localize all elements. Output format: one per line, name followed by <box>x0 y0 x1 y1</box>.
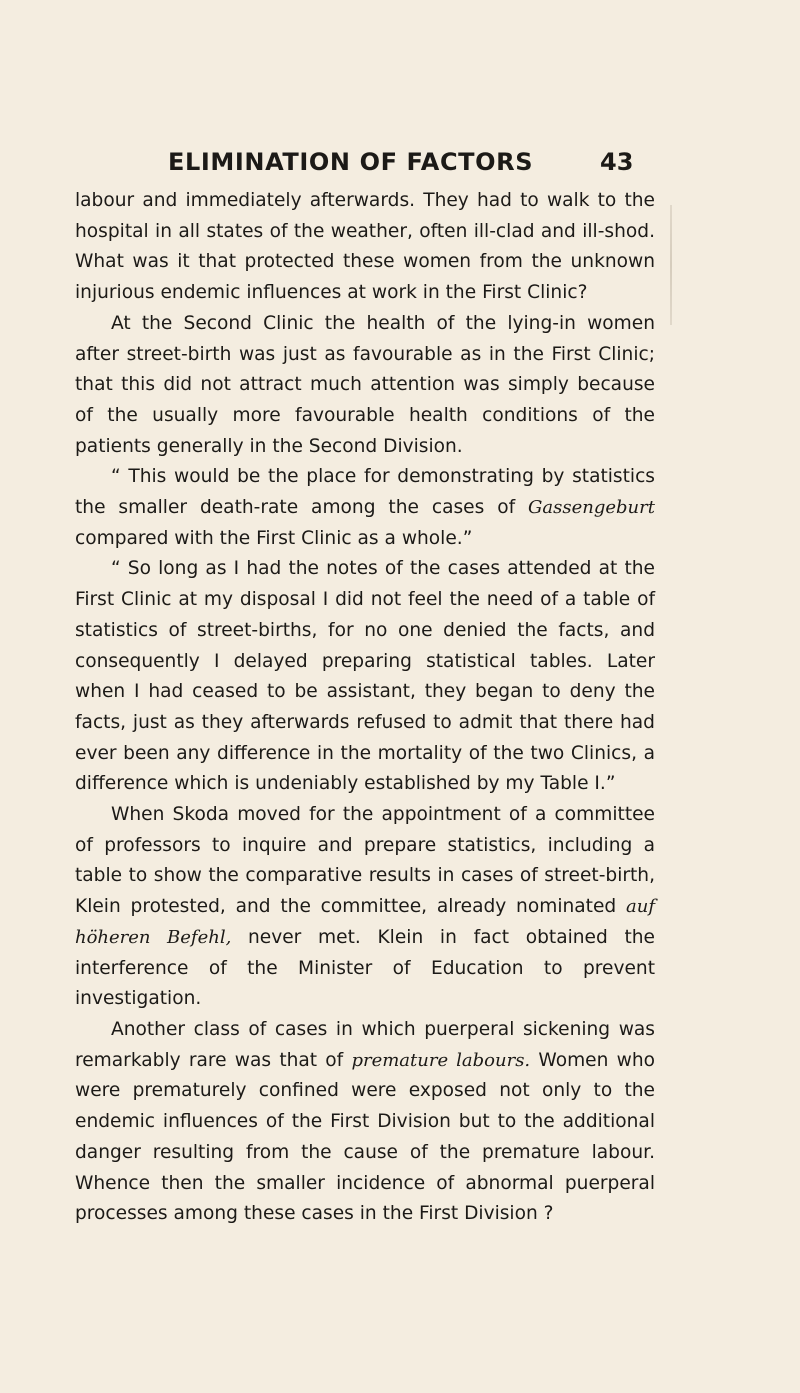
paragraph-5-text-a: When Skoda moved for the appointment of a committee of professors to inquire and prepare statistics, including a table to show the comparative results in cases of street-birth, Klein protested, and the committee, already nominated <box>75 804 655 918</box>
paragraph-4: “ So long as I had the notes of the cases attended at the First Clinic at my disposal I did not feel the need of a table of statistics of street-births, for no one denied the facts, and consequently I delayed preparing statistical tables. Later when I had ceased to be assistant, they began to deny the facts, just as they afterwards refused to admit that there had ever been any difference in the mortality of the two Clinics, a difference which is undeniably established by my Table I.” <box>75 558 655 795</box>
running-title: ELIMINATION OF FACTORS <box>168 148 534 176</box>
paragraph-1: labour and immediately afterwards. They had to walk to the hospital in all states of the weather, often ill-clad and ill-shod. What was it that protected these women from the unknown injurious endemic influences at work in the First Clinic? <box>75 190 655 304</box>
page-header <box>0 148 800 178</box>
paragraph-5-italic: auf höheren Befehl, <box>75 896 655 948</box>
paragraph-6 <box>75 1015 655 1230</box>
body-text <box>75 186 655 1230</box>
paragraph-6-text-a: Another class of cases in which puerperal sickening was remarkably rare was that of <box>75 1018 655 1071</box>
paragraph-5-text-b: never met. Klein in fact obtained the interference of the Minister of Education to prevent investigation. <box>75 926 655 1010</box>
paragraph-2: At the Second Clinic the health of the lying-in women after street-birth was just as favourable as in the First Clinic; that this did not attract much attention was simply because of the usually more favourable health conditions of the patients generally in the Second Division. <box>75 312 655 457</box>
paragraph-6-italic: premature labours. <box>351 1049 531 1071</box>
paragraph-3-text-a: “ This would be the place for demonstrating by statistics the smaller death-rate among the cases of <box>75 466 655 519</box>
paragraph-3-text-b: compared with the First Clinic as a whole.” <box>75 527 473 549</box>
paragraph-3-italic: Gassengeburt <box>528 497 655 519</box>
page-number: 43 <box>600 148 634 176</box>
paragraph-6-text-b: Women who were prematurely confined were exposed not only to the endemic influences of the First Division but to the additional danger resulting from the cause of the premature labour. Whence then the smaller incidence of abnormal puerperal processes among these cases in the First Division ? <box>75 1049 656 1225</box>
paragraph-5 <box>75 800 655 1015</box>
margin-bracket-mark <box>670 205 672 325</box>
paragraph-3 <box>75 462 655 554</box>
